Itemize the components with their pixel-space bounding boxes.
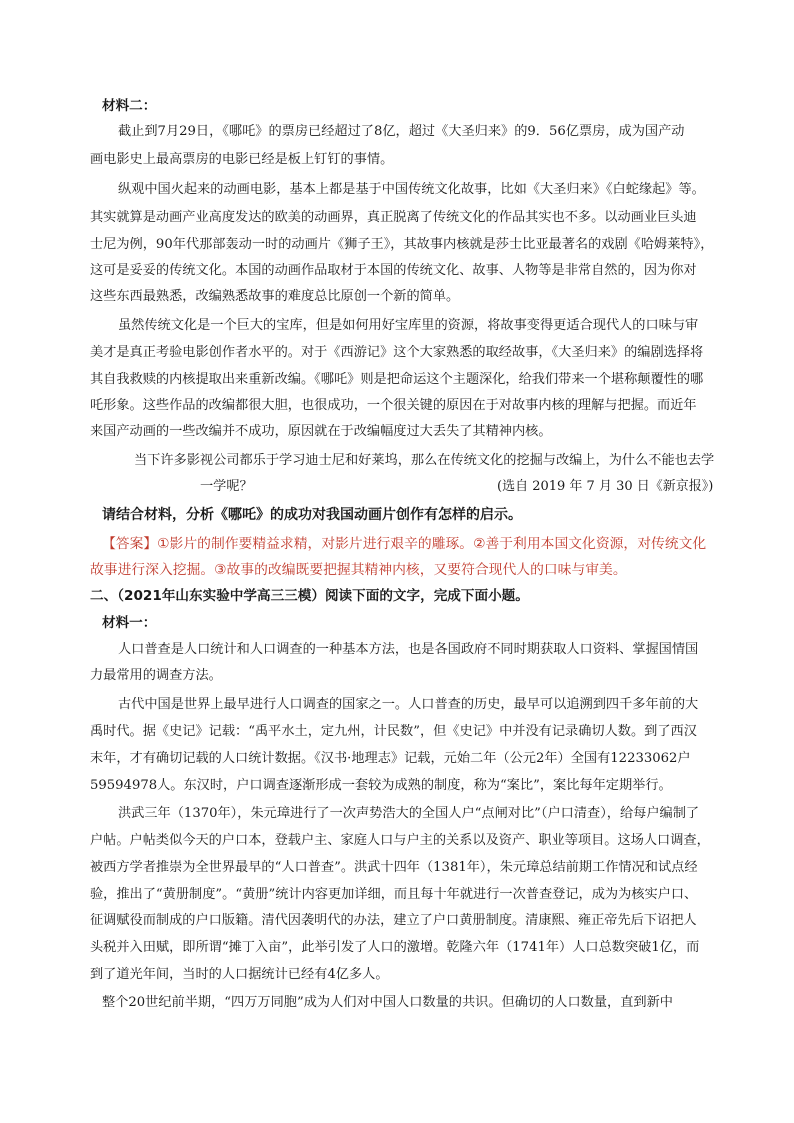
paragraph-line: 当下许多影视公司都乐于学习迪士尼和好莱坞，那么在传统文化的挖掘与改编上，为什么不能也去学 xyxy=(134,453,715,468)
section-heading: 二、（2021年山东实验中学高三三模）阅读下面的文字，完成下面小题。 xyxy=(90,588,529,604)
paragraph-line: 征调赋役而制成的户口版籍。清代因袭明代的办法，建立了户口黄册制度。清康熙、雍正帝先后下诏把人 xyxy=(90,913,697,928)
paragraph-line: 画电影史上最高票房的电影已经是板上钉钉的事情。 xyxy=(90,152,394,167)
paragraph-line: 美才是真正考验电影创作者水平的。对于《西游记》这个大家熟悉的取经故事，《大圣归来》的编剧选择将 xyxy=(90,345,704,360)
question-text: 请结合材料，分析《哪吒》的成功对我国动画片创作有怎样的启示。 xyxy=(102,507,522,523)
paragraph-line: 这可是妥妥的传统文化。本国的动画作品取材于本国的传统文化、故事、人物等是非常自然的，因为你对 xyxy=(90,263,697,278)
paragraph-line: 禹时代。据《史记》记载：“禹平水土，定九州，计民数”，但《史记》中并没有记录确切人数。到了西汉 xyxy=(90,724,697,739)
paragraph-line: 59594978人。东汉时，户口调查逐渐形成一套较为成熟的制度，称为“案比”，案比每年定期举行。 xyxy=(90,778,672,793)
material1-heading: 材料一： xyxy=(102,615,157,631)
paragraph-line: 截止到7月29日，《哪吒》的票房已经超过了8亿，超过《大圣归来》的9．56亿票房，成为国产动 xyxy=(118,124,685,139)
paragraph-line: 末年，才有确切记载的人口统计数据。《汉书·地理志》记载，元始二年（公元2年）全国有12233062户 xyxy=(90,751,691,766)
paragraph-line: 头税并入田赋，即所谓“摊丁入亩”，此举引发了人口的激增。乾隆六年（1741年）人口总数突破1亿，而 xyxy=(90,940,700,955)
paragraph-line: 到了道光年间，当时的人口据统计已经有4亿多人。 xyxy=(90,967,389,982)
paragraph-line: 纵观中国火起来的动画电影，基本上都是基于中国传统文化故事，比如《大圣归来》《白蛇缘起》等。 xyxy=(118,182,705,197)
paragraph-line: 整个20世纪前半期，“四万万同胞”成为人们对中国人口数量的共识。但确切的人口数量，直到新中 xyxy=(102,995,673,1010)
paragraph-line: 这些东西最熟悉，改编熟悉故事的难度总比原创一个新的简单。 xyxy=(90,289,460,304)
paragraph-line: 人口普查是人口统计和人口调查的一种基本方法，也是各国政府不同时期获取人口资料、掌握国情国 xyxy=(118,642,699,657)
paragraph-line: 古代中国是世界上最早进行人口调查的国家之一。人口普查的历史，最早可以追溯到四千多年前的大 xyxy=(118,697,699,712)
answer-line: 【答案】①影片的制作要精益求精，对影片进行艰辛的雕琢。②善于利用本国文化资源，对传统文化 xyxy=(102,536,707,552)
paragraph-line: 其自我救赎的内核提取出来重新改编。《哪吒》则是把命运这个主题深化，给我们带来一个堪称颠覆性的哪 xyxy=(90,372,704,387)
answer-line: 故事进行深入挖掘。③故事的改编既要把握其精神内核，又要符合现代人的口味与审美。 xyxy=(90,562,627,578)
paragraph-line: 被西方学者推崇为全世界最早的“人口普查”。洪武十四年（1381年），朱元璋总结前期工作情况和试点经 xyxy=(90,860,698,875)
paragraph-line: 力最常用的调查方法。 xyxy=(90,668,222,683)
paragraph-line: 洪武三年（1370年），朱元璋进行了一次声势浩大的全国人户“点闸对比”（户口清查），给每户编制了 xyxy=(118,806,700,821)
paragraph-line: 虽然传统文化是一个巨大的宝库，但是如何用好宝库里的资源，将故事变得更适合现代人的口味与审 xyxy=(118,318,699,333)
paragraph-line: 验，推出了“黄册制度”。“黄册”统计内容更加详细，而且每十年就进行一次普查登记，成为为核实户口、 xyxy=(90,887,698,902)
paragraph-line: 来国产动画的一些改编并不成功，原因就在于改编幅度过大丢失了其精神内核。 xyxy=(90,424,552,439)
paragraph-line: 其实就算是动画产业高度发达的欧美的动画界，真正脱离了传统文化的作品其实也不多。以动画业巨头迪 xyxy=(90,210,697,225)
material2-heading: 材料二： xyxy=(102,98,157,114)
paragraph-line: 吒形象。这些作品的改编都很大胆，也很成功，一个很关键的原因在于对故事内核的理解与把握。而近年 xyxy=(90,398,697,413)
source-note: (选自 2019 年 7 月 30 日《新京报》) xyxy=(497,479,714,494)
paragraph-line: 一学呢？ xyxy=(200,479,253,494)
paragraph-line: 士尼为例，90年代那部轰动一时的动画片《狮子王》，其故事内核就是莎士比亚最著名的戏剧《哈姆莱特》， xyxy=(90,237,714,252)
paragraph-line: 户帖。户帖类似今天的户口本，登载户主、家庭人口与户主的关系以及资产、职业等项目。这场人口调查， xyxy=(90,833,710,848)
